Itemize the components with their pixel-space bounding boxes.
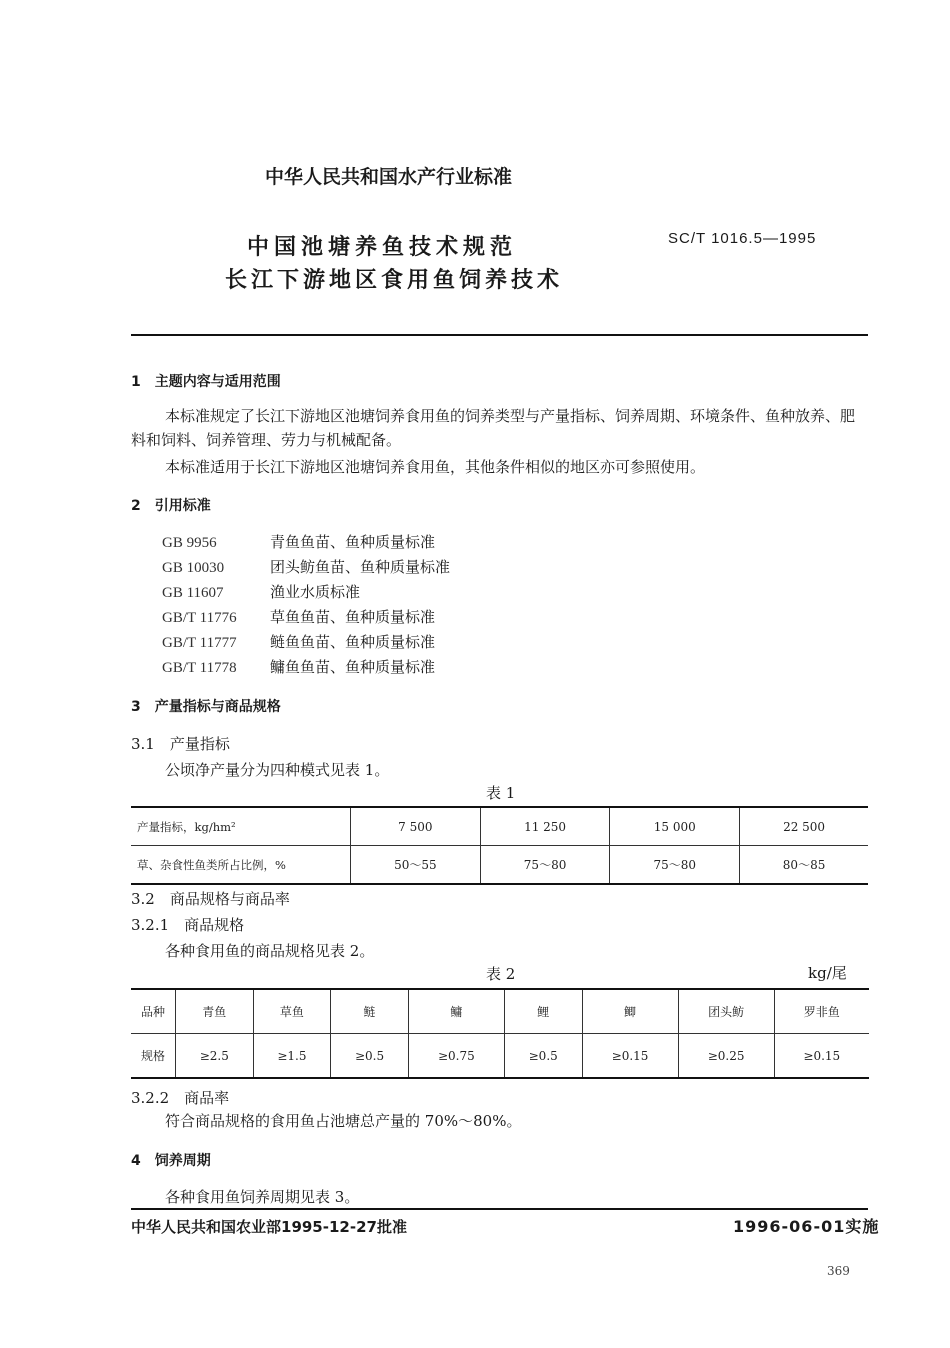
approval-line: 中华人民共和国农业部1995-12-27批准 <box>131 1218 407 1236</box>
section3-2-1-text: 各种食用鱼的商品规格见表 2。 <box>165 942 375 960</box>
section3-2-2-text: 符合商品规格的食用鱼占池塘总产量的 70%～80%。 <box>165 1112 522 1130</box>
reference-item <box>162 556 450 577</box>
table1-caption: 表 1 <box>486 784 516 802</box>
section3-heading: 3 产量指标与商品规格 <box>131 699 281 715</box>
reference-item <box>162 631 435 652</box>
section1-heading: 1 主题内容与适用范围 <box>131 374 281 390</box>
reference-title: 青鱼鱼苗、鱼种质量标准 <box>270 533 436 551</box>
table2-species: 鲢 <box>331 989 409 1034</box>
table-cell: 7 500 <box>351 807 481 846</box>
table2-commercial-specs <box>131 988 869 1079</box>
reference-code: GB/T 11776 <box>162 610 237 626</box>
footer-rule <box>131 1208 868 1210</box>
table-cell: ≥1.5 <box>253 1034 331 1079</box>
table2-species: 鳙 <box>408 989 504 1034</box>
table2-unit: kg/尾 <box>808 964 847 982</box>
section3-2-heading: 3.2 商品规格与商品率 <box>131 890 290 908</box>
reference-title: 团头鲂鱼苗、鱼种质量标准 <box>270 558 451 576</box>
table1-row-label: 产量指标，kg/hm² <box>131 807 351 846</box>
section4-text: 各种食用鱼饲养周期见表 3。 <box>165 1188 360 1206</box>
reference-title: 渔业水质标准 <box>270 583 361 601</box>
table2-species: 草鱼 <box>253 989 331 1034</box>
table2-header-label: 品种 <box>131 989 176 1034</box>
national-standard-title: 中华人民共和国水产行业标准 <box>265 166 513 188</box>
table-cell: 11 250 <box>480 807 610 846</box>
document-title-line1: 中国池塘养鱼技术规范 <box>247 235 518 260</box>
table-cell: 75～80 <box>480 846 610 885</box>
table1-production-targets <box>131 806 868 885</box>
reference-item <box>162 656 435 677</box>
reference-title: 鳙鱼鱼苗、鱼种质量标准 <box>270 658 436 676</box>
reference-title: 草鱼鱼苗、鱼种质量标准 <box>270 608 436 626</box>
reference-item <box>162 581 360 602</box>
table-cell: ≥0.25 <box>678 1034 774 1079</box>
table2-species: 青鱼 <box>176 989 254 1034</box>
reference-code: GB/T 11777 <box>162 635 237 651</box>
table-row <box>131 989 869 1034</box>
page-number: 369 <box>827 1264 850 1278</box>
table-cell: ≥0.15 <box>774 1034 869 1079</box>
reference-code: GB 10030 <box>162 560 225 576</box>
section4-heading: 4 饲养周期 <box>131 1153 211 1169</box>
table-row <box>131 1034 869 1079</box>
table2-species: 鲤 <box>504 989 582 1034</box>
table-cell: 75～80 <box>610 846 740 885</box>
table2-caption: 表 2 <box>486 965 516 983</box>
table2-species: 鲫 <box>582 989 678 1034</box>
table-cell: 15 000 <box>610 807 740 846</box>
section1-para2: 本标准适用于长江下游地区池塘饲养食用鱼，其他条件相似的地区亦可参照使用。 <box>165 458 706 476</box>
section3-2-1-heading: 3.2.1 商品规格 <box>131 916 245 934</box>
reference-code: GB/T 11778 <box>162 660 237 676</box>
document-title-line2: 长江下游地区食用鱼饲养技术 <box>225 268 564 293</box>
table2-species: 团头鲂 <box>678 989 774 1034</box>
table-cell: ≥2.5 <box>176 1034 254 1079</box>
table-cell: 50～55 <box>351 846 481 885</box>
reference-item <box>162 531 435 552</box>
section3-1-heading: 3.1 产量指标 <box>131 735 230 753</box>
reference-code: GB 9956 <box>162 535 217 551</box>
reference-code: GB 11607 <box>162 585 224 601</box>
table-cell: 80～85 <box>740 846 868 885</box>
table2-species: 罗非鱼 <box>774 989 869 1034</box>
section3-2-2-heading: 3.2.2 商品率 <box>131 1089 230 1107</box>
section3-1-text: 公顷净产量分为四种模式见表 1。 <box>165 761 390 779</box>
table2-spec-label: 规格 <box>140 1049 165 1063</box>
standard-code: SC/T 1016.5—1995 <box>668 230 817 247</box>
table-row <box>131 807 868 846</box>
effective-date: 1996-06-01实施 <box>733 1217 880 1236</box>
header-rule <box>131 334 868 336</box>
reference-title: 鲢鱼鱼苗、鱼种质量标准 <box>270 633 436 651</box>
section1-para1: 本标准规定了长江下游地区池塘饲养食用鱼的饲养类型与产量指标、饲养周期、环境条件、鱼种放养、肥料和饲料、饲养管理、劳力与机械配备。 <box>131 407 856 449</box>
reference-item <box>162 606 435 627</box>
table-cell: ≥0.5 <box>504 1034 582 1079</box>
table-cell: ≥0.5 <box>331 1034 409 1079</box>
table-row <box>131 846 868 885</box>
table1-row-label: 草、杂食性鱼类所占比例，% <box>137 857 286 872</box>
section2-heading: 2 引用标准 <box>131 498 211 514</box>
table-cell: 22 500 <box>740 807 868 846</box>
table-cell: ≥0.15 <box>582 1034 678 1079</box>
table-cell: ≥0.75 <box>408 1034 504 1079</box>
